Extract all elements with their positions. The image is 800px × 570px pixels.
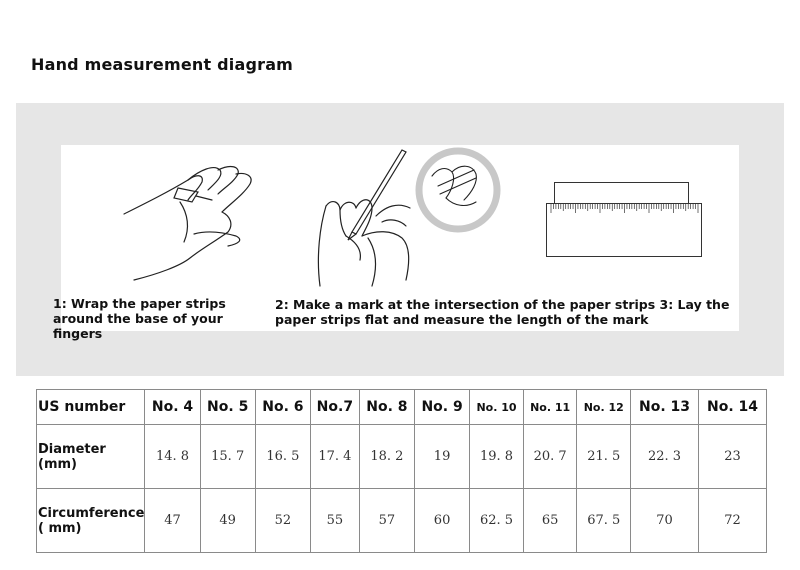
row-label-us-number: US number: [37, 390, 145, 425]
circumference-cell: 72: [699, 489, 767, 553]
circumference-cell: 55: [310, 489, 359, 553]
diameter-cell: 14. 8: [145, 425, 200, 489]
circumference-cell: 49: [200, 489, 255, 553]
row-label-circumference: Circumference ( mm): [37, 489, 145, 553]
circumference-cell: 57: [359, 489, 414, 553]
size-cell: No. 6: [255, 390, 310, 425]
step-1-text: 1: Wrap the paper strips around the base of your fingers: [53, 296, 226, 341]
diameter-cell: 20. 7: [523, 425, 577, 489]
size-cell: No.7: [310, 390, 359, 425]
diameter-cell: 22. 3: [631, 425, 699, 489]
size-cell: No. 4: [145, 390, 200, 425]
circumference-cell: 62. 5: [470, 489, 524, 553]
diameter-cell: 15. 7: [200, 425, 255, 489]
diameter-cell: 17. 4: [310, 425, 359, 489]
diameter-cell: 19. 8: [470, 425, 524, 489]
size-cell: No. 12: [577, 390, 631, 425]
size-cell: No. 5: [200, 390, 255, 425]
circumference-cell: 65: [523, 489, 577, 553]
table-row-diameter: [37, 425, 767, 489]
diameter-cell: 19: [414, 425, 469, 489]
size-cell: No. 10: [470, 390, 524, 425]
row-label-diameter: Diameter (mm): [37, 425, 145, 489]
mark-intersection-illustration: [306, 146, 506, 296]
circumference-cell: 47: [145, 489, 200, 553]
diameter-cell: 23: [699, 425, 767, 489]
size-cell: No. 8: [359, 390, 414, 425]
circumference-cell: 70: [631, 489, 699, 553]
size-cell: No. 9: [414, 390, 469, 425]
size-cell: No. 11: [523, 390, 577, 425]
page-title: Hand measurement diagram: [31, 55, 294, 74]
step-2-3-text: 2: Make a mark at the intersection of the paper strips 3: Lay the paper strips flat and measure the length of the mark: [275, 297, 730, 327]
ruler-measure-illustration: [545, 181, 705, 261]
table-row-us-number: [37, 390, 767, 425]
size-cell: No. 14: [699, 390, 767, 425]
ring-size-table: [36, 389, 767, 553]
hand-wrap-illustration: [118, 162, 278, 292]
circumference-cell: 60: [414, 489, 469, 553]
diameter-cell: 16. 5: [255, 425, 310, 489]
circumference-cell: 52: [255, 489, 310, 553]
diameter-cell: 21. 5: [577, 425, 631, 489]
size-cell: No. 13: [631, 390, 699, 425]
table-row-circumference: [37, 489, 767, 553]
diameter-cell: 18. 2: [359, 425, 414, 489]
circumference-cell: 67. 5: [577, 489, 631, 553]
